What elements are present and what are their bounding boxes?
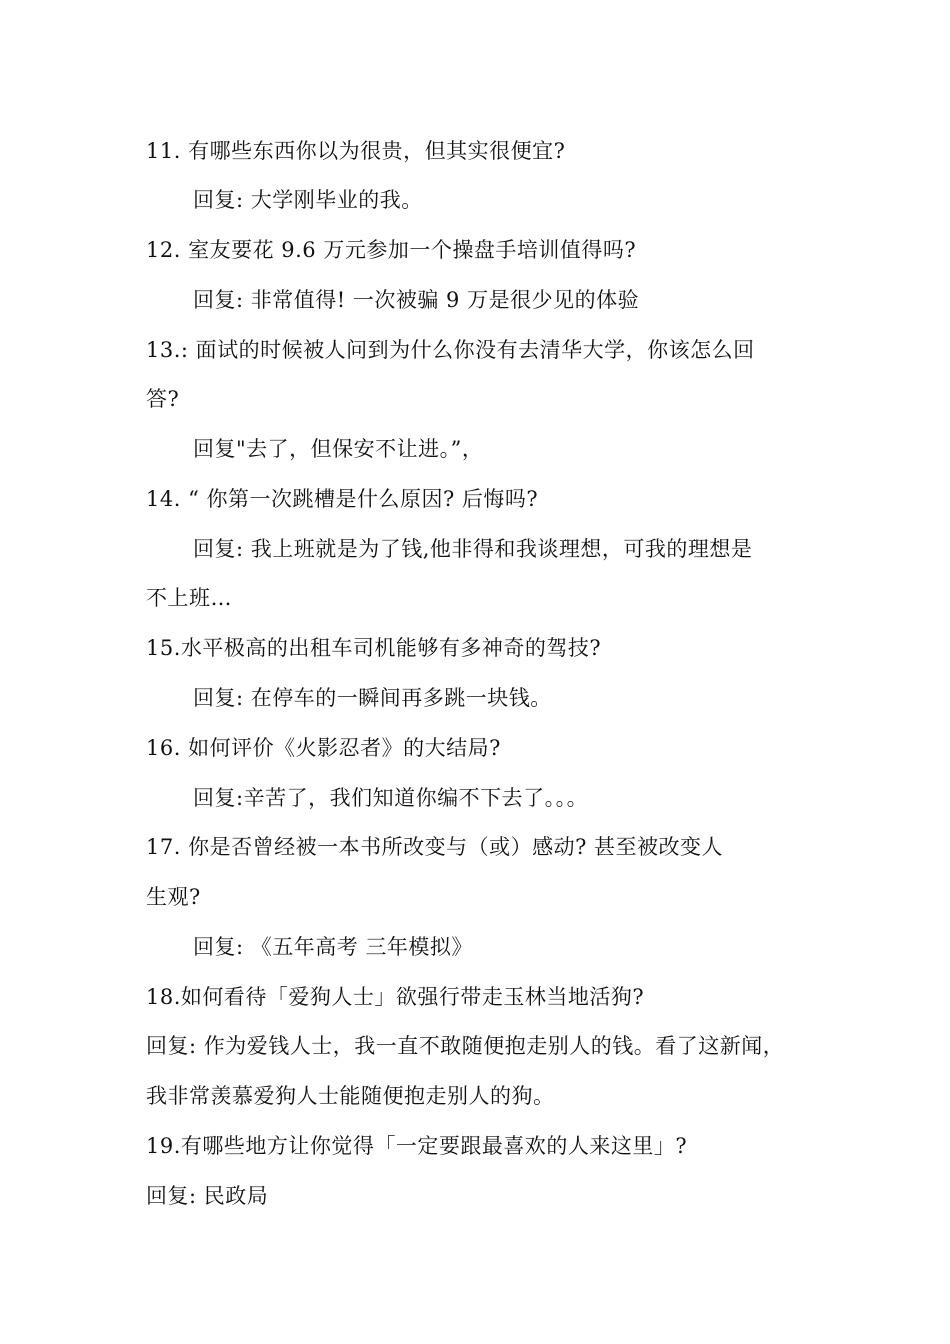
reply-11: 回复: 大学刚毕业的我。 xyxy=(193,188,423,212)
question-19: 19.有哪些地方让你觉得「一定要跟最喜欢的人来这里」? xyxy=(146,1134,688,1158)
question-13: 13.: 面试的时候被人问到为什么你没有去清华大学，你该怎么回 xyxy=(146,338,755,362)
question-12: 12. 室友要花 9.6 万元参加一个操盘手培训值得吗? xyxy=(146,238,637,262)
reply-14-continued: 不上班… xyxy=(146,586,232,610)
reply-18-continued: 我非常羡慕爱狗人士能随便抱走别人的狗。 xyxy=(146,1084,555,1108)
reply-15: 回复: 在停车的一瞬间再多跳一块钱。 xyxy=(193,686,552,710)
reply-16: 回复:辛苦了，我们知道你编不下去了。。。 xyxy=(193,786,589,810)
reply-17: 回复: 《五年高考 三年模拟》 xyxy=(193,935,473,959)
question-18: 18.如何看待「爱狗人士」欲强行带走玉林当地活狗? xyxy=(146,985,645,1009)
reply-14: 回复: 我上班就是为了钱,他非得和我谈理想，可我的理想是 xyxy=(193,537,753,561)
reply-18: 回复: 作为爱钱人士，我一直不敢随便抱走别人的钱。看了这新闻， xyxy=(146,1034,785,1058)
question-17-continued: 生观? xyxy=(146,885,201,909)
reply-12: 回复: 非常值得! 一次被骗 9 万是很少见的体验 xyxy=(193,288,640,312)
question-13-continued: 答? xyxy=(146,387,180,411)
reply-13: 回复"去了，但保安不让进。”， xyxy=(193,437,484,461)
question-15: 15.水平极高的出租车司机能够有多神奇的驾技? xyxy=(146,636,602,660)
question-11: 11. 有哪些东西你以为很贵，但其实很便宜? xyxy=(146,139,566,163)
reply-19: 回复: 民政局 xyxy=(146,1184,269,1208)
question-16: 16. 如何评价《火影忍者》的大结局? xyxy=(146,736,501,760)
question-17: 17. 你是否曾经被一本书所改变与（或）感动? 甚至被改变人 xyxy=(146,835,724,859)
question-14: 14. “ 你第一次跳槽是什么原因? 后悔吗? xyxy=(146,487,539,511)
